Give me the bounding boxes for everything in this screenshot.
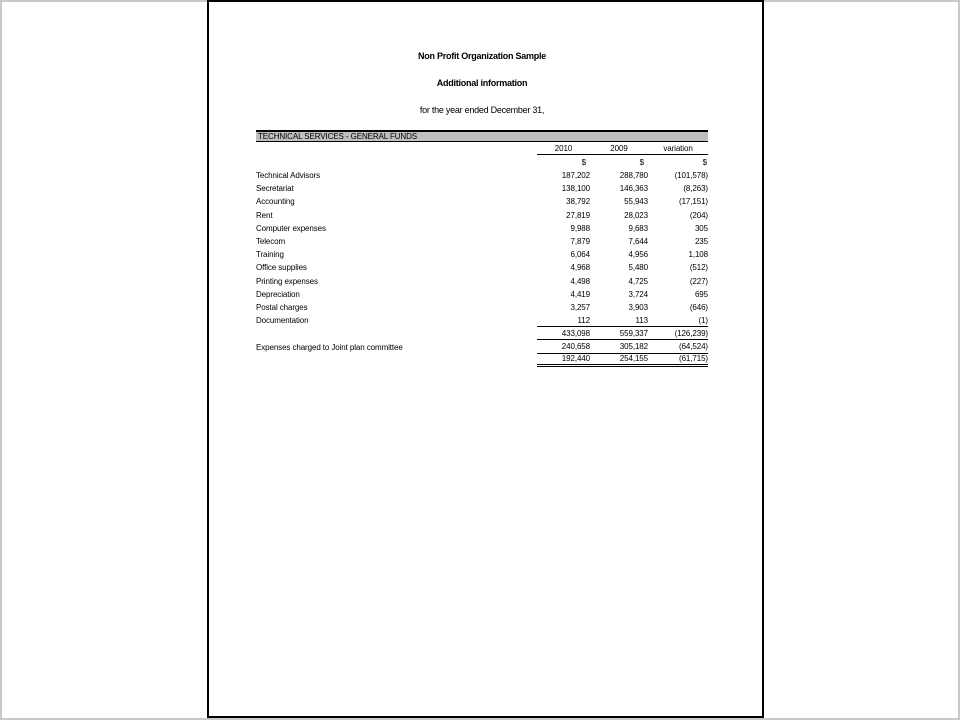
charged-value-2010: 240,658: [561, 342, 590, 352]
row-value-variation: (204): [689, 210, 708, 220]
row-value-2010: 6,064: [570, 250, 590, 260]
document-subtitle: Additional information: [436, 78, 528, 88]
row-value-2009: 55,943: [624, 197, 648, 207]
row-value-2010: 3,257: [570, 302, 590, 312]
row-value-2009: 146,363: [619, 184, 648, 194]
total-value-variation: (61,715): [679, 354, 708, 364]
row-value-2010: 4,498: [570, 276, 590, 286]
row-value-variation: (227): [689, 276, 708, 286]
row-label: Computer expenses: [256, 223, 326, 233]
row-values: [537, 301, 708, 314]
row-value-variation: (101,578): [674, 171, 708, 181]
table-row: [256, 248, 708, 261]
row-value-2010: 7,879: [570, 237, 590, 247]
currency-symbol-2010: $: [581, 157, 586, 167]
row-value-variation: (646): [689, 302, 708, 312]
row-values: [537, 314, 708, 327]
row-label: Training: [256, 250, 284, 260]
table-section-header-bar: [256, 130, 708, 142]
row-value-2010: 27,819: [566, 210, 590, 220]
row-values: [537, 209, 708, 222]
table-row: [256, 301, 708, 314]
row-label: Telecom: [256, 237, 286, 247]
row-values: [537, 261, 708, 274]
currency-symbol-2009: $: [639, 157, 644, 167]
row-values: [537, 248, 708, 261]
row-value-variation: 235: [694, 237, 708, 247]
financial-table: [256, 130, 708, 367]
row-label: Postal charges: [256, 302, 308, 312]
currency-cells: [537, 155, 708, 169]
row-value-2009: 4,956: [628, 250, 648, 260]
row-value-2009: 28,023: [624, 210, 648, 220]
row-values: [537, 182, 708, 195]
table-row: [256, 209, 708, 222]
subtotal-row: [256, 327, 708, 340]
document-page: [207, 0, 764, 718]
table-row: [256, 222, 708, 235]
row-values: [537, 195, 708, 208]
column-header-2010: 2010: [554, 143, 573, 153]
row-values: [537, 235, 708, 248]
row-value-2010: 38,792: [566, 197, 590, 207]
charged-expenses-values: [537, 340, 708, 353]
row-value-2010: 112: [577, 315, 590, 325]
total-value-2010: 192,440: [561, 354, 590, 364]
row-label: Accounting: [256, 197, 295, 207]
table-row: [256, 235, 708, 248]
row-value-2010: 4,419: [570, 289, 590, 299]
table-row: [256, 261, 708, 274]
total-row: [256, 354, 708, 367]
row-label: Depreciation: [256, 289, 300, 299]
document-period-line: for the year ended December 31,: [419, 105, 545, 115]
row-value-variation: (512): [689, 263, 708, 273]
row-value-variation: 1,108: [688, 250, 708, 260]
column-header-2009: 2009: [610, 143, 628, 153]
row-value-2010: 9,988: [570, 223, 590, 233]
row-value-2009: 9,683: [628, 223, 648, 233]
row-value-variation: (8,263): [683, 184, 708, 194]
row-label: Documentation: [256, 316, 309, 326]
subtotal-value-2009: 559,337: [619, 328, 648, 338]
table-row: [256, 314, 708, 327]
table-row: [256, 275, 708, 288]
row-values: [537, 288, 708, 301]
row-label: Office supplies: [256, 263, 307, 273]
row-value-2010: 138,100: [561, 184, 590, 194]
row-label: Rent: [256, 210, 273, 220]
row-value-2010: 187,202: [561, 171, 590, 181]
subtotal-value-variation: (126,239): [674, 328, 708, 338]
column-header-variation: variation: [663, 143, 693, 153]
row-value-2009: 7,644: [628, 237, 648, 247]
row-label: Secretariat: [256, 184, 294, 194]
table-section-title: TECHNICAL SERVICES - GENERAL FUNDS: [258, 132, 418, 141]
document-title: Non Profit Organization Sample: [417, 51, 546, 61]
charged-value-variation: (64,524): [679, 342, 708, 352]
table-row: [256, 182, 708, 195]
row-values: [537, 169, 708, 182]
row-value-2009: 3,724: [628, 289, 648, 299]
row-value-2009: 288,780: [619, 171, 648, 181]
row-label: Technical Advisors: [256, 171, 321, 181]
row-value-variation: (1): [698, 315, 708, 325]
table-row: [256, 169, 708, 182]
row-value-2009: 3,903: [628, 302, 648, 312]
column-headers: [537, 142, 708, 155]
row-value-2009: 113: [635, 315, 648, 325]
row-value-variation: (17,151): [679, 197, 708, 207]
column-header-row: [256, 142, 708, 155]
row-value-variation: 695: [694, 289, 708, 299]
row-value-2009: 5,480: [628, 263, 648, 273]
row-value-variation: 305: [694, 223, 708, 233]
total-value-2009: 254,155: [619, 354, 648, 364]
charged-expenses-row: [256, 340, 708, 353]
row-value-2009: 4,725: [628, 276, 648, 286]
row-values: [537, 275, 708, 288]
row-values: [537, 222, 708, 235]
table-row: [256, 288, 708, 301]
charged-expenses-label: Expenses charged to Joint plan committee: [256, 342, 403, 352]
subtotal-value-2010: 433,098: [561, 328, 590, 338]
row-label: Printing expenses: [256, 276, 318, 286]
table-body: [256, 169, 708, 327]
charged-value-2009: 305,182: [619, 342, 648, 352]
subtotal-values: [537, 327, 708, 340]
table-row: [256, 195, 708, 208]
total-values: [537, 354, 708, 367]
currency-row: [256, 155, 708, 169]
row-value-2010: 4,968: [570, 263, 590, 273]
currency-symbol-variation: $: [702, 157, 707, 167]
